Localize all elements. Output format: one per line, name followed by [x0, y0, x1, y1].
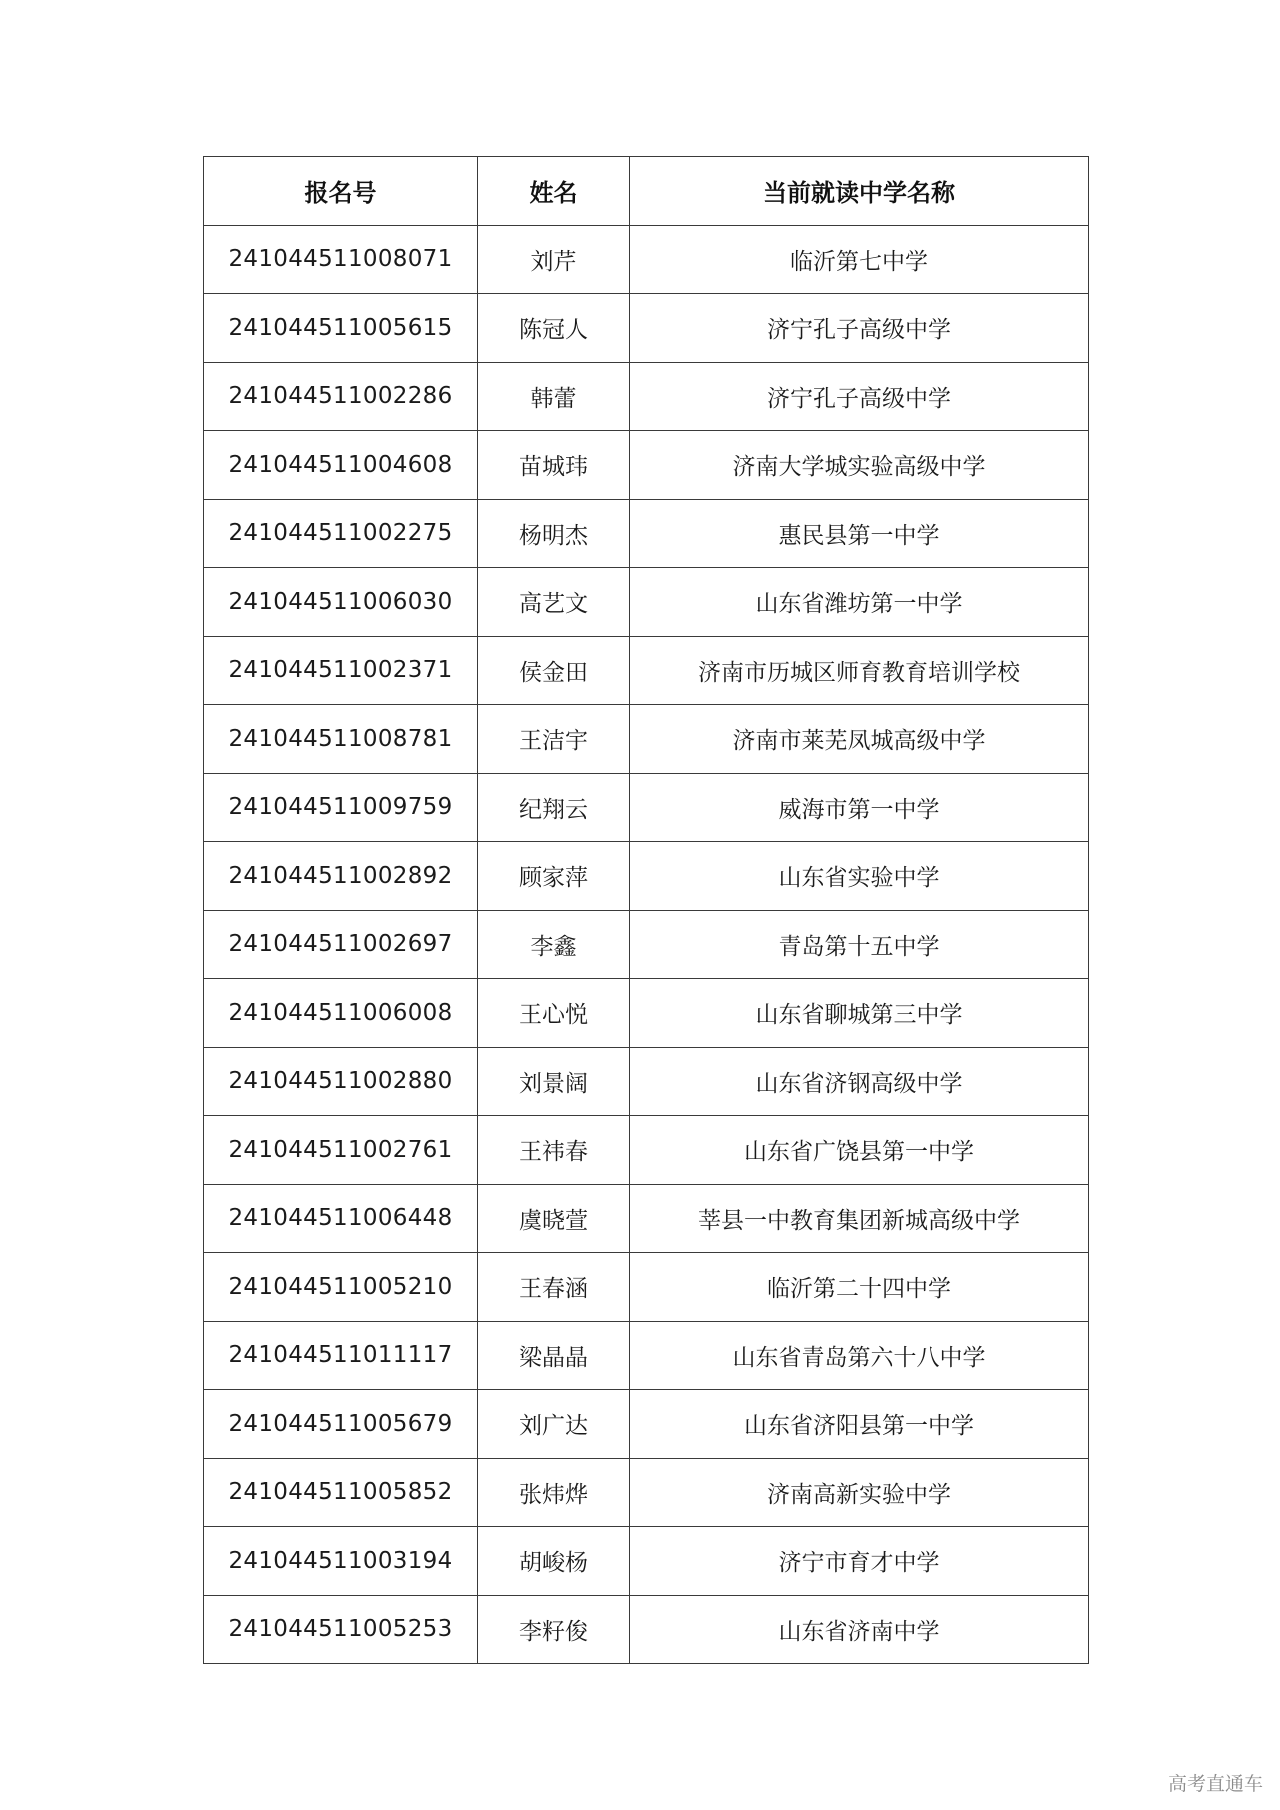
- cell-registration-number: 241044511004608: [204, 431, 478, 500]
- cell-school: 济宁孔子高级中学: [630, 294, 1089, 363]
- table-row: [204, 1321, 1089, 1390]
- cell-name: 侯金田: [478, 636, 630, 705]
- table-row: [204, 979, 1089, 1048]
- cell-name: 张炜烨: [478, 1458, 630, 1527]
- table-row: [204, 1047, 1089, 1116]
- table-row: [204, 705, 1089, 774]
- cell-school: 济南市莱芜凤城高级中学: [630, 705, 1089, 774]
- cell-name: 纪翔云: [478, 773, 630, 842]
- cell-registration-number: 241044511002275: [204, 499, 478, 568]
- cell-registration-number: 241044511005679: [204, 1390, 478, 1459]
- table-row: [204, 225, 1089, 294]
- table-row: [204, 1390, 1089, 1459]
- cell-name: 王洁宇: [478, 705, 630, 774]
- cell-school: 莘县一中教育集团新城高级中学: [630, 1184, 1089, 1253]
- cell-registration-number: 241044511002371: [204, 636, 478, 705]
- cell-name: 梁晶晶: [478, 1321, 630, 1390]
- table-row: [204, 910, 1089, 979]
- cell-school: 济宁孔子高级中学: [630, 362, 1089, 431]
- cell-school: 山东省济南中学: [630, 1595, 1089, 1664]
- cell-school: 山东省广饶县第一中学: [630, 1116, 1089, 1185]
- cell-school: 山东省潍坊第一中学: [630, 568, 1089, 637]
- cell-registration-number: 241044511006030: [204, 568, 478, 637]
- cell-name: 李籽俊: [478, 1595, 630, 1664]
- cell-name: 刘广达: [478, 1390, 630, 1459]
- cell-school: 临沂第二十四中学: [630, 1253, 1089, 1322]
- table-row: [204, 1458, 1089, 1527]
- cell-name: 陈冠人: [478, 294, 630, 363]
- cell-school: 济南高新实验中学: [630, 1458, 1089, 1527]
- cell-registration-number: 241044511005210: [204, 1253, 478, 1322]
- table-header-row: [204, 157, 1089, 226]
- cell-registration-number: 241044511002880: [204, 1047, 478, 1116]
- table-row: [204, 1595, 1089, 1664]
- header-school: 当前就读中学名称: [630, 157, 1089, 226]
- cell-school: 山东省聊城第三中学: [630, 979, 1089, 1048]
- cell-registration-number: 241044511002892: [204, 842, 478, 911]
- header-name: 姓名: [478, 157, 630, 226]
- cell-name: 胡峻杨: [478, 1527, 630, 1596]
- cell-school: 山东省济阳县第一中学: [630, 1390, 1089, 1459]
- cell-name: 高艺文: [478, 568, 630, 637]
- cell-name: 王春涵: [478, 1253, 630, 1322]
- cell-school: 临沂第七中学: [630, 225, 1089, 294]
- cell-registration-number: 241044511006008: [204, 979, 478, 1048]
- cell-name: 刘景阔: [478, 1047, 630, 1116]
- cell-name: 虞晓萱: [478, 1184, 630, 1253]
- cell-school: 威海市第一中学: [630, 773, 1089, 842]
- cell-name: 刘芹: [478, 225, 630, 294]
- cell-school: 山东省青岛第六十八中学: [630, 1321, 1089, 1390]
- cell-school: 山东省实验中学: [630, 842, 1089, 911]
- cell-name: 韩蕾: [478, 362, 630, 431]
- cell-registration-number: 241044511002761: [204, 1116, 478, 1185]
- cell-name: 苗城玮: [478, 431, 630, 500]
- cell-name: 顾家萍: [478, 842, 630, 911]
- header-registration-number: 报名号: [204, 157, 478, 226]
- table-row: [204, 362, 1089, 431]
- cell-school: 济南市历城区师育教育培训学校: [630, 636, 1089, 705]
- table-row: [204, 636, 1089, 705]
- cell-school: 济宁市育才中学: [630, 1527, 1089, 1596]
- cell-school: 济南大学城实验高级中学: [630, 431, 1089, 500]
- cell-registration-number: 241044511002286: [204, 362, 478, 431]
- cell-registration-number: 241044511005852: [204, 1458, 478, 1527]
- cell-name: 王心悦: [478, 979, 630, 1048]
- cell-name: 李鑫: [478, 910, 630, 979]
- cell-registration-number: 241044511008071: [204, 225, 478, 294]
- table-row: [204, 431, 1089, 500]
- cell-registration-number: 241044511008781: [204, 705, 478, 774]
- admission-table: [203, 156, 1089, 1664]
- table-row: [204, 1116, 1089, 1185]
- cell-registration-number: 241044511009759: [204, 773, 478, 842]
- cell-registration-number: 241044511011117: [204, 1321, 478, 1390]
- table-row: [204, 842, 1089, 911]
- table-row: [204, 773, 1089, 842]
- cell-registration-number: 241044511005253: [204, 1595, 478, 1664]
- watermark-text: 高考直通车: [1167, 1773, 1263, 1795]
- cell-name: 王祎春: [478, 1116, 630, 1185]
- table-row: [204, 568, 1089, 637]
- cell-registration-number: 241044511003194: [204, 1527, 478, 1596]
- cell-school: 青岛第十五中学: [630, 910, 1089, 979]
- cell-school: 惠民县第一中学: [630, 499, 1089, 568]
- table-row: [204, 1253, 1089, 1322]
- table-row: [204, 294, 1089, 363]
- cell-school: 山东省济钢高级中学: [630, 1047, 1089, 1116]
- cell-name: 杨明杰: [478, 499, 630, 568]
- cell-registration-number: 241044511006448: [204, 1184, 478, 1253]
- table-row: [204, 1527, 1089, 1596]
- table-row: [204, 1184, 1089, 1253]
- cell-registration-number: 241044511005615: [204, 294, 478, 363]
- table-row: [204, 499, 1089, 568]
- cell-registration-number: 241044511002697: [204, 910, 478, 979]
